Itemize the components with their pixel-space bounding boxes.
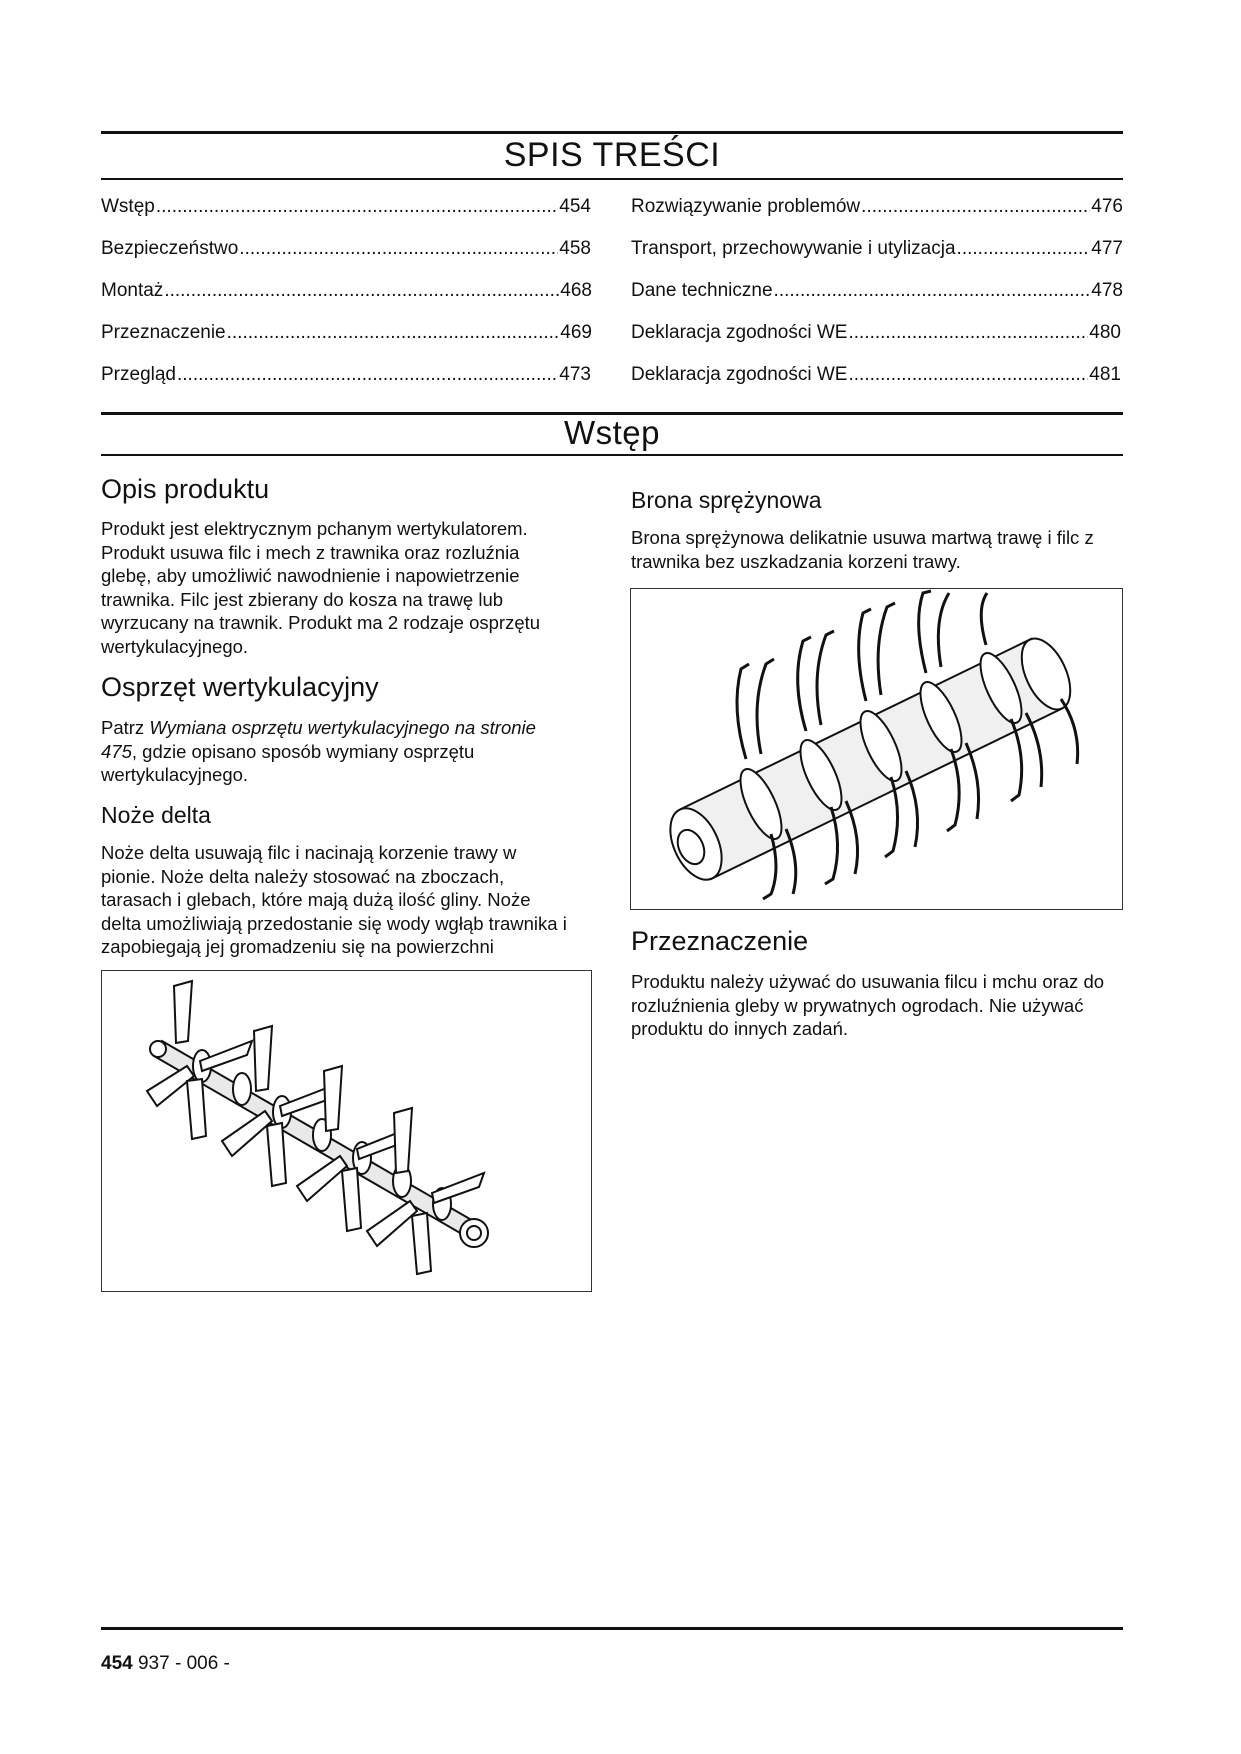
toc-entry[interactable]: Dane techniczne ..... 478	[631, 280, 1123, 302]
toc-entry[interactable]: Przeznaczenie ..... 469	[101, 322, 592, 344]
brona-text: Brona sprężynowa delikatnie usuwa martwą trawę i filc z trawnika bez uszkadzania korzeni trawy.	[631, 527, 1094, 572]
toc-entry[interactable]: Wstęp ..... 454	[101, 196, 591, 218]
toc-bottom-rule	[101, 178, 1123, 180]
osprzet-heading: Osprzęt wertykulacyjny	[101, 672, 379, 702]
footer-rule	[101, 1627, 1123, 1630]
opis-text: Produkt jest elektrycznym pchanym wertykulatorem. Produkt usuwa filc i mech z trawnika oraz rozluźnia glebę, aby umożliwić nawodnienie i napowietrzenie trawnika. Filc jest zbierany do kosza na trawę lub wyrzucany na trawnik. Produkt ma 2 rodzaje osprzętu wertykulacyjnego.	[101, 518, 541, 657]
toc-entry[interactable]: Przegląd ..... 473	[101, 364, 591, 386]
toc-entry[interactable]: Transport, przechowywanie i utylizacja ..... 477	[631, 238, 1123, 260]
brona-heading: Brona sprężynowa	[631, 487, 822, 513]
toc-entry[interactable]: Rozwiązywanie problemów ..... 476	[631, 196, 1123, 218]
przeznaczenie-heading: Przeznaczenie	[631, 926, 809, 956]
delta-blades-illustration	[102, 971, 591, 1291]
spring-tine-figure	[630, 588, 1123, 910]
opis-heading: Opis produktu	[101, 474, 270, 504]
toc-entry[interactable]: Montaż ..... 468	[101, 280, 592, 302]
section-title: Wstęp	[563, 414, 661, 451]
delta-blades-figure	[101, 970, 592, 1292]
toc-entry[interactable]: Deklaracja zgodności WE ..... 481	[631, 364, 1121, 386]
toc-title: SPIS TREŚCI	[503, 136, 721, 174]
osprzet-text: Patrz Wymiana osprzętu wertykulacyjnego na stronie 475, gdzie opisano sposób wymiany osprzętu wertykulacyjnego.	[101, 717, 536, 785]
footer-page-number: 454 937 - 006 -	[101, 1653, 230, 1674]
toc-top-rule	[101, 131, 1123, 134]
section-bottom-rule	[101, 454, 1123, 456]
osprzet-link[interactable]: Wymiana osprzętu wertykulacyjnego na stronie 475	[101, 717, 536, 762]
przeznaczenie-text: Produktu należy używać do usuwania filcu i mchu oraz do rozluźnienia gleby w prywatnych ogrodach. Nie używać produktu do innych zadań.	[631, 971, 1105, 1039]
spring-tine-illustration	[631, 589, 1122, 909]
toc-entry[interactable]: Deklaracja zgodności WE ..... 480	[631, 322, 1121, 344]
toc-entry[interactable]: Bezpieczeństwo ..... 458	[101, 238, 591, 260]
noze-text: Noże delta usuwają filc i nacinają korzenie trawy w pionie. Noże delta należy stosować na zboczach, tarasach i glebach, które mają dużą ilość gliny. Noże delta umożliwiają przedostanie się wody wgłąb trawnika i zapobiegają jej gromadzeniu się na powierzchni	[101, 842, 567, 957]
noze-heading: Noże delta	[101, 802, 211, 828]
